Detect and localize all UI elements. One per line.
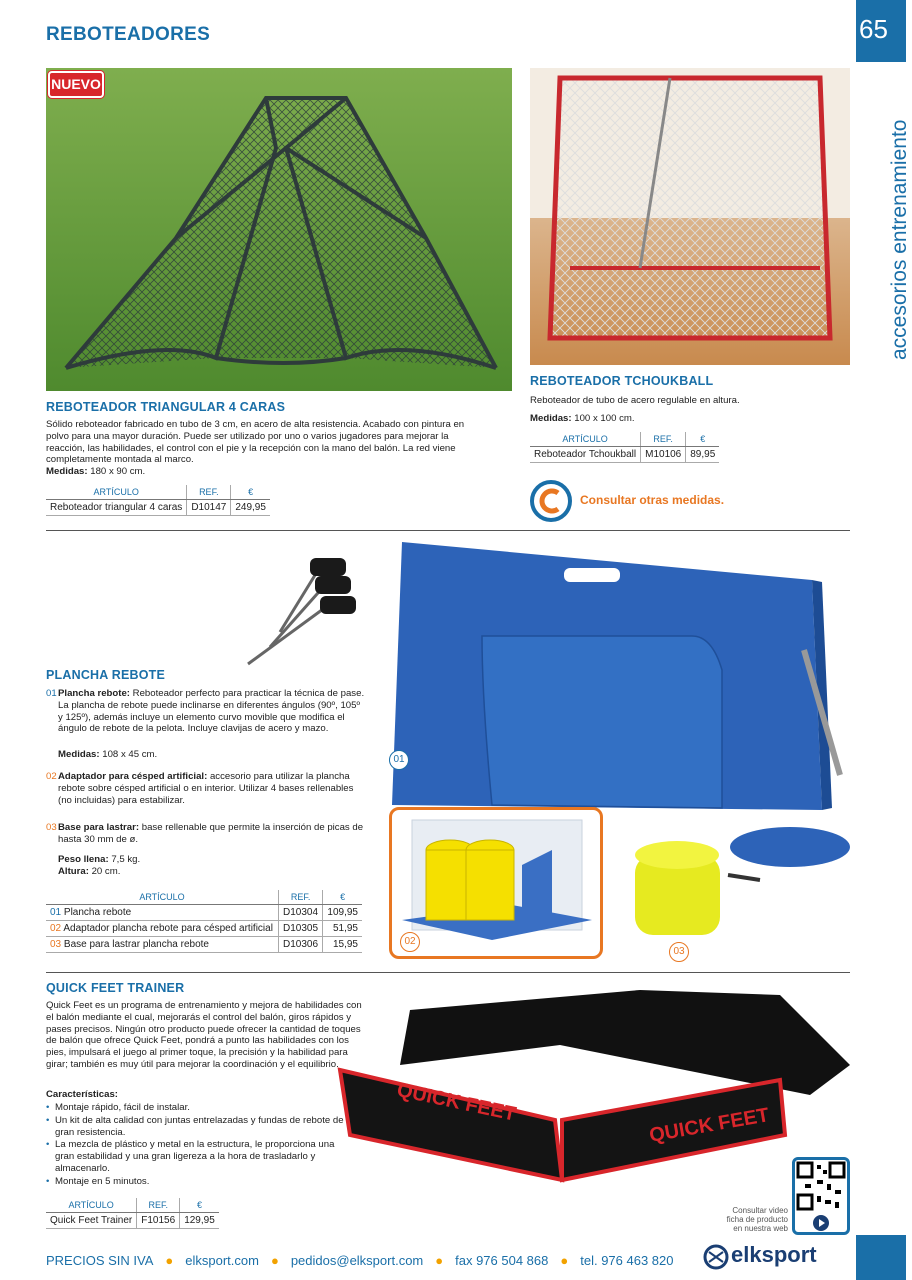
- tchoukball-title: REBOTEADOR TCHOUKBALL: [530, 374, 714, 388]
- table-row: Reboteador Tchoukball M10106 89,95: [530, 447, 719, 463]
- footer-email[interactable]: pedidos@elksport.com: [290, 1253, 424, 1268]
- new-badge: NUEVO: [48, 71, 104, 98]
- footer-website[interactable]: elksport.com: [185, 1253, 259, 1268]
- plancha-weight: Peso llena: 7,5 kg.: [58, 854, 141, 865]
- list-item: • Un kit de alta calidad con juntas entrelazadas y fundas de rebote de gran resistencia.: [46, 1114, 344, 1138]
- table-row: 03 Base para lastrar plancha rebote D10306 15,95: [46, 937, 362, 953]
- column-header-article: ARTÍCULO: [46, 890, 278, 905]
- elksport-logo: elksport: [703, 1242, 833, 1272]
- plancha-item-02: 02 Adaptador para césped artificial: accesorio para utilizar la plancha rebote sobre césped artificial o en interior. Utilizar 4 bases rellenables (no incluidas) para estabilizar.: [46, 771, 354, 806]
- column-header-ref: REF.: [641, 432, 686, 447]
- plancha-title: PLANCHA REBOTE: [46, 668, 166, 682]
- column-header-ref: REF.: [187, 485, 231, 500]
- list-item: • La mezcla de plástico y metal en la estructura, le proporciona una gran estabilidad y una gran ligereza a la hora de trasladarlo y almacenarlo.: [46, 1139, 335, 1174]
- footer-prices-note: PRECIOS SIN IVA: [46, 1253, 154, 1268]
- triangular-measures: Medidas: 180 x 90 cm.: [46, 466, 146, 477]
- column-header-ref: REF.: [278, 890, 322, 905]
- footer-phone: tel. 976 463 820: [580, 1253, 674, 1268]
- divider: [46, 530, 850, 531]
- column-header-price: €: [686, 432, 720, 447]
- steel-pegs-photo: [240, 552, 360, 672]
- tchoukball-rebounder-photo: [530, 68, 850, 365]
- photo-label-02: 02: [400, 932, 420, 952]
- side-section-title: accesorios entrenamiento: [888, 119, 911, 360]
- list-item: • Montaje rápido, fácil de instalar.: [46, 1102, 190, 1113]
- triangular-price-table: [46, 485, 270, 516]
- plancha-height: Altura: 20 cm.: [58, 866, 121, 877]
- ballast-base-photo: [630, 825, 852, 945]
- tchoukball-description: Reboteador de tubo de acero regulable en altura.: [530, 395, 740, 406]
- consult-icon: [530, 480, 572, 522]
- tchoukball-price-table: [530, 432, 719, 463]
- table-row: 02 Adaptador plancha rebote para césped artificial D10305 51,95: [46, 921, 362, 937]
- footer-accent-bar: [856, 1235, 906, 1280]
- consult-other-sizes: Consultar otras medidas.: [580, 493, 725, 507]
- footer-fax: fax 976 504 868: [455, 1253, 549, 1268]
- quickfeet-features: [46, 1102, 346, 1188]
- column-header-ref: REF.: [137, 1198, 180, 1213]
- page-number: 65: [856, 0, 906, 62]
- triangular-description: Sólido reboteador fabricado en tubo de 3 cm, en acero de alta resistencia. Acabado con pintura en polvo para una mayor duración. Puede ser utilizado por uno o varios jugadores para mejorar la reacción, las habilidades, el control con el pie y la recepción con la mano del balón. La red viene completamente montada al marco.: [46, 419, 465, 466]
- column-header-article: ARTÍCULO: [46, 485, 187, 500]
- table-row: 01 Plancha rebote D10304 109,95: [46, 905, 362, 921]
- quickfeet-title: QUICK FEET TRAINER: [46, 981, 185, 995]
- triangular-rebounder-photo: [46, 68, 512, 391]
- quickfeet-features-label: Características:: [46, 1089, 118, 1100]
- video-caption: Consultar video ficha de producto en nuestra web: [726, 1206, 788, 1233]
- page-title: REBOTEADORES: [46, 24, 211, 45]
- photo-label-01: 01: [389, 750, 409, 770]
- list-item: • Montaje en 5 minutos.: [46, 1175, 150, 1187]
- column-header-price: €: [231, 485, 270, 500]
- table-row: Reboteador triangular 4 caras D10147 249,95: [46, 500, 270, 516]
- artificial-grass-adapter-photo: [389, 807, 603, 959]
- divider: [46, 972, 850, 973]
- quickfeet-price-table: [46, 1198, 219, 1229]
- column-header-price: €: [180, 1198, 219, 1213]
- triangular-title: REBOTEADOR TRIANGULAR 4 CARAS: [46, 400, 286, 414]
- plancha-item-01: 01 Plancha rebote: Reboteador perfecto para practicar la técnica de pase. La plancha de rebote puede inclinarse en diferentes ángulos (90º, 105º y 125º), además incluye un elemento curvo movible que modifica el ángulo de rebote de la pelota. Incluye clavijas de acero y mazo.: [46, 688, 365, 735]
- tchoukball-measures: Medidas: 100 x 100 cm.: [530, 413, 635, 424]
- photo-label-03: 03: [669, 942, 689, 962]
- quickfeet-panel-text-right: QUICK FEET: [647, 1104, 771, 1147]
- qr-code[interactable]: [792, 1157, 850, 1235]
- column-header-article: ARTÍCULO: [46, 1198, 137, 1213]
- footer-contact: PRECIOS SIN IVA ● elksport.com ● pedidos@elksport.com ● fax 976 504 868 ● tel. 976 463 820: [46, 1253, 674, 1268]
- quickfeet-panel-text-left: QUICK FEET: [394, 1079, 518, 1126]
- rebound-board-photo: [392, 540, 852, 820]
- plancha-price-table: [46, 890, 362, 953]
- play-icon[interactable]: [813, 1215, 829, 1231]
- column-header-article: ARTÍCULO: [530, 432, 641, 447]
- column-header-price: €: [323, 890, 362, 905]
- plancha-measures: Medidas: 108 x 45 cm.: [58, 749, 158, 760]
- quickfeet-description: Quick Feet es un programa de entrenamiento y mejora de habilidades con el balón mediante el cual, mejorarás el control del balón, giros rápidos y pases precisos. Ningún otro producto puede ofrecer la cantidad de toques de balón que ofrece Quick Feet, pondrá a punto las habilidades con los pies, impulsará el juego al primer toque, la precisión y la habilidad para girar; también es muy útil para mejorar la coordinación y el equilibrio.: [46, 1000, 362, 1070]
- plancha-item-03: 03 Base para lastrar: base rellenable que permite la inserción de picas de hasta 30 mm de ø.: [46, 822, 364, 845]
- table-row: Quick Feet Trainer F10156 129,95: [46, 1213, 219, 1229]
- quickfeet-trainer-photo: [340, 985, 852, 1200]
